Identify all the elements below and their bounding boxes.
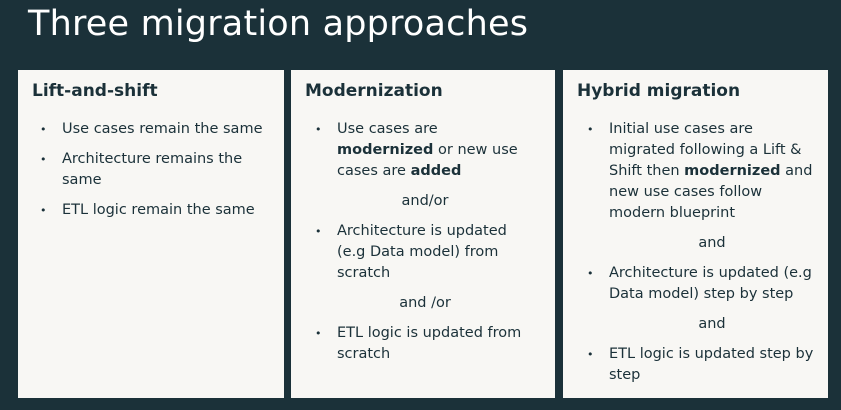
emphasis-text: added (410, 163, 462, 179)
bullet-item: • Architecture remains the same (62, 149, 267, 191)
card-modernization (291, 70, 555, 398)
bullet-list (577, 344, 828, 386)
bullet-item: • Use cases remain the same (62, 119, 267, 140)
card-heading: Modernization (305, 81, 443, 101)
connector-text: and (698, 316, 726, 332)
text-segment: and new use cases follow modern blueprint (609, 163, 813, 221)
connector-text: and /or (399, 295, 451, 311)
bullet-list (577, 263, 828, 305)
bullet-item: • ETL logic is updated from scratch (337, 323, 537, 365)
emphasis-text: modernized (337, 142, 434, 158)
text-segment: Use cases are (337, 121, 438, 137)
card-heading: Lift-and-shift (32, 81, 158, 101)
bullet-item: • Architecture is updated (e.g Data model) from scratch (337, 221, 537, 284)
bullet-list (305, 323, 555, 365)
emphasis-text: modernized (684, 163, 781, 179)
bullet-list (305, 119, 555, 182)
card-hybrid-migration (563, 70, 828, 398)
bullet-item (337, 119, 537, 182)
slide-title: Three migration approaches (28, 4, 529, 44)
bullet-item (609, 119, 819, 224)
text-segment: Initial use cases are migrated following a Lift & Shift then (609, 121, 802, 179)
card-heading: Hybrid migration (577, 81, 741, 101)
bullet-list (577, 119, 828, 224)
bullet-list (305, 221, 555, 284)
text-segment: or new use cases are (337, 142, 518, 179)
bullet-item: • ETL logic is updated step by step (609, 344, 819, 386)
bullet-list (32, 119, 284, 221)
connector-text: and/or (401, 193, 449, 209)
card-lift-and-shift (18, 70, 284, 398)
bullet-item: • ETL logic remain the same (62, 200, 267, 221)
connector-text: and (698, 235, 726, 251)
bullet-item: • Architecture is updated (e.g Data model) step by step (609, 263, 819, 305)
